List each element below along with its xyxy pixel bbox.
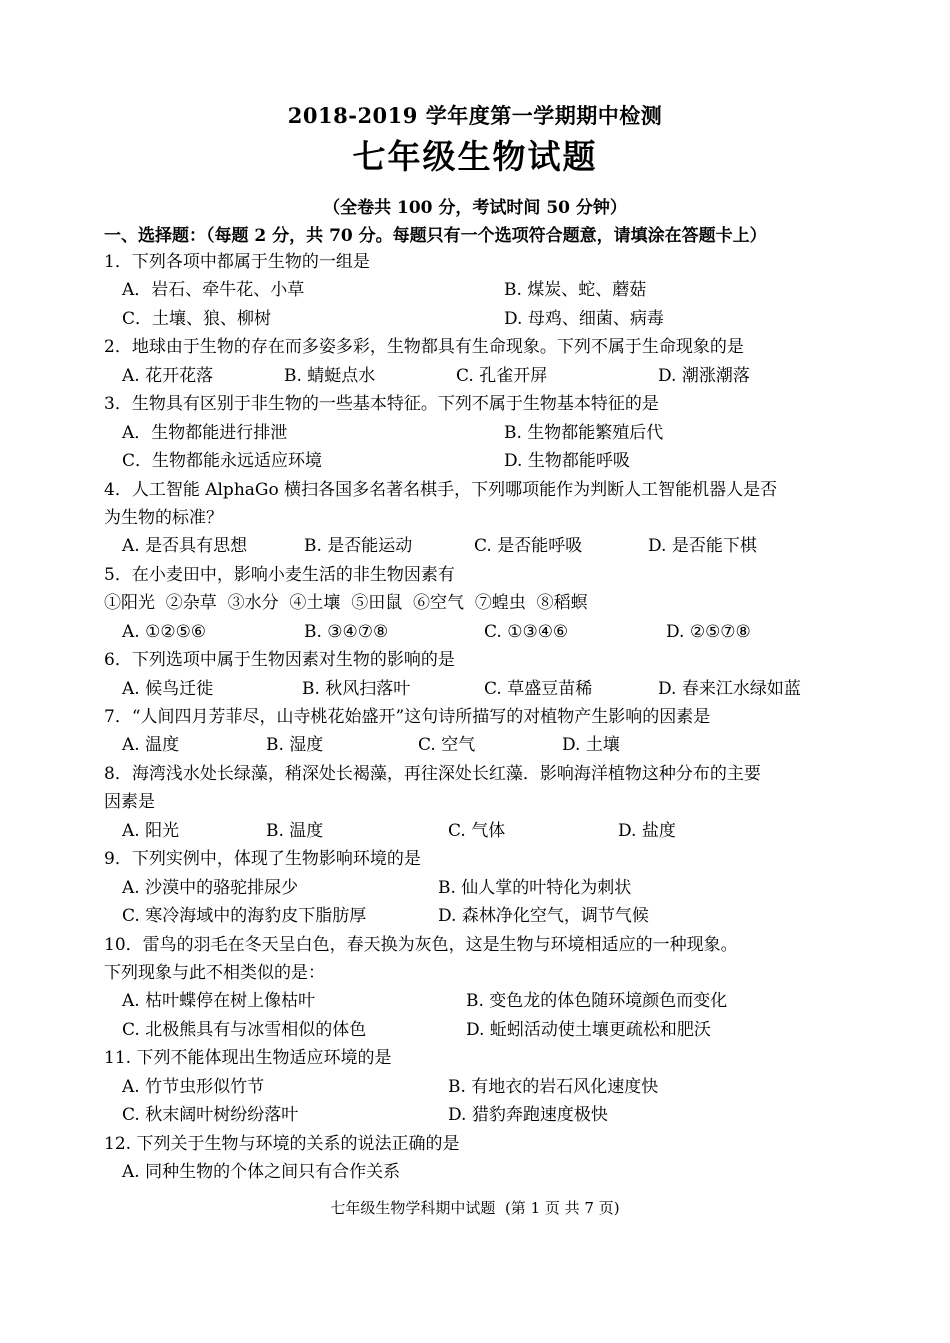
subject-title: 七年级生物试题 [352,137,598,176]
question-stem: 1．下列各项中都属于生物的一组是 [104,252,370,272]
factor-list: ①阳光 ②杂草 ③水分 ④土壤 ⑤田鼠 ⑥空气 ⑦蝗虫 ⑧稻螟 [104,593,588,614]
option-a: A. 同种生物的个体之间只有合作关系 [122,1162,401,1182]
option-c: C．生物都能永远适应环境 [122,451,323,472]
option-row [104,276,864,304]
question-stem: 2．地球由于生物的存在而多姿多彩，生物都具有生命现象。下列不属于生命现象的是 [104,337,744,358]
option-d: D. 森林净化空气，调节气候 [438,906,649,927]
option-row [104,447,864,475]
question-stem: 11. 下列不能体现出生物适应环境的是 [104,1048,392,1069]
option-d: D. 生物都能呼吸 [504,451,630,472]
option-a: A. 候鸟迁徙 [122,678,214,699]
option-row [104,532,864,560]
option-d: D. 土壤 [562,735,620,756]
option-b: B. 是否能运动 [304,536,413,557]
option-a: A. 枯叶蝶停在树上像枯叶 [122,991,316,1012]
option-a: A. 花开花落 [122,365,214,386]
option-d: D. 猎豹奔跑速度极快 [448,1105,608,1126]
option-row [104,305,864,333]
option-b: B. 仙人掌的叶特化为刺状 [438,877,632,898]
option-a: A. 温度 [122,735,180,756]
page-footer: 七年级生物学科期中试题 (第 1 页 共 7 页) [330,1199,620,1217]
option-d: D. 是否能下棋 [648,536,757,557]
option-row [104,419,864,447]
option-d: D. ②⑤⑦⑧ [666,621,751,642]
option-row [104,902,864,930]
question-list [104,248,864,1186]
question-stem: 7．“人间四月芳菲尽，山寺桃花始盛开”这句诗所描写的对植物产生影响的因素是 [104,707,711,727]
question-stem-continued: 为生物的标准？ [104,507,223,528]
option-a: A．岩石、牵牛花、小草 [122,280,305,301]
question-stem-continued: 下列现象与此不相类似的是： [104,962,325,983]
option-b: B. ③④⑦⑧ [304,621,389,642]
option-b: B. 湿度 [266,735,324,756]
option-a: A. ①②⑤⑥ [122,621,207,642]
option-c: C. 草盛豆苗稀 [484,678,593,699]
question-stem: 6．下列选项中属于生物因素对生物的影响的是 [104,650,455,671]
section-heading: 一、选择题：（每题 2 分，共 70 分。每题只有一个选项符合题意，请填涂在答题卡上） [104,226,767,246]
option-c: C．土壤、狼、柳树 [122,308,272,329]
option-row [104,618,864,646]
option-b: B. 蜻蜓点水 [284,365,376,386]
question-stem: 8．海湾浅水处长绿藻，稍深处长褐藻，再往深处长红藻．影响海洋植物这种分布的主要 [104,763,761,784]
option-row [104,987,864,1015]
option-a: A. 竹节虫形似竹节 [122,1076,265,1097]
option-a: A. 是否具有思想 [122,536,248,557]
option-row [104,1016,864,1044]
option-c: C. 秋末阔叶树纷纷落叶 [122,1105,299,1126]
question-stem: 3．生物具有区别于非生物的一些基本特征。下列不属于生物基本特征的是 [104,394,659,415]
option-b: B. 温度 [266,820,324,841]
question-stem-continued: 因素是 [104,792,155,813]
option-d: D. 母鸡、细菌、病毒 [504,308,664,329]
question-stem: 4．人工智能 AlphaGo 横扫各国多名著名棋手，下列哪项能作为判断人工智能机器人是否 [104,479,778,500]
option-c: C. 北极熊具有与冰雪相似的体色 [122,1019,367,1040]
question-stem: 5．在小麦田中，影响小麦生活的非生物因素有 [104,564,455,585]
option-row [104,1073,864,1101]
option-row [104,731,864,759]
question-stem: 9．下列实例中，体现了生物影响环境的是 [104,849,421,870]
option-c: C. 孔雀开屏 [456,365,548,386]
option-d: D. 蚯蚓活动使土壤更疏松和肥沃 [466,1019,711,1040]
option-row [104,1101,864,1129]
option-b: B. 生物都能繁殖后代 [504,422,664,443]
option-d: D. 盐度 [618,820,676,841]
option-a: A．生物都能进行排泄 [122,422,288,443]
option-a: A. 阳光 [122,820,180,841]
option-c: C. 是否能呼吸 [474,536,583,557]
option-d: D. 春来江水绿如蓝 [658,678,801,699]
option-b: B. 秋风扫落叶 [302,678,411,699]
exam-title: 2018-2019 学年度第一学期期中检测 [287,103,663,128]
option-b: B. 煤炭、蛇、蘑菇 [504,280,647,301]
option-c: C. 寒冷海域中的海豹皮下脂肪厚 [122,906,367,927]
question-stem: 10．雷鸟的羽毛在冬天呈白色，春天换为灰色，这是生物与环境相适应的一种现象。 [104,934,738,955]
option-b: B. 有地衣的岩石风化速度快 [448,1076,659,1097]
option-a: A. 沙漠中的骆驼排尿少 [122,877,299,898]
option-c: C. ①③④⑥ [484,621,569,642]
option-row [104,362,864,390]
option-row [104,675,864,703]
option-c: C. 气体 [448,820,506,841]
option-d: D. 潮涨潮落 [658,365,750,386]
option-c: C. 空气 [418,735,476,756]
question-stem: 12. 下列关于生物与环境的关系的说法正确的是 [104,1133,460,1154]
option-row [104,874,864,902]
exam-info: （全卷共 100 分，考试时间 50 分钟） [323,198,627,218]
option-row [104,817,864,845]
option-b: B. 变色龙的体色随环境颜色而变化 [466,991,728,1012]
